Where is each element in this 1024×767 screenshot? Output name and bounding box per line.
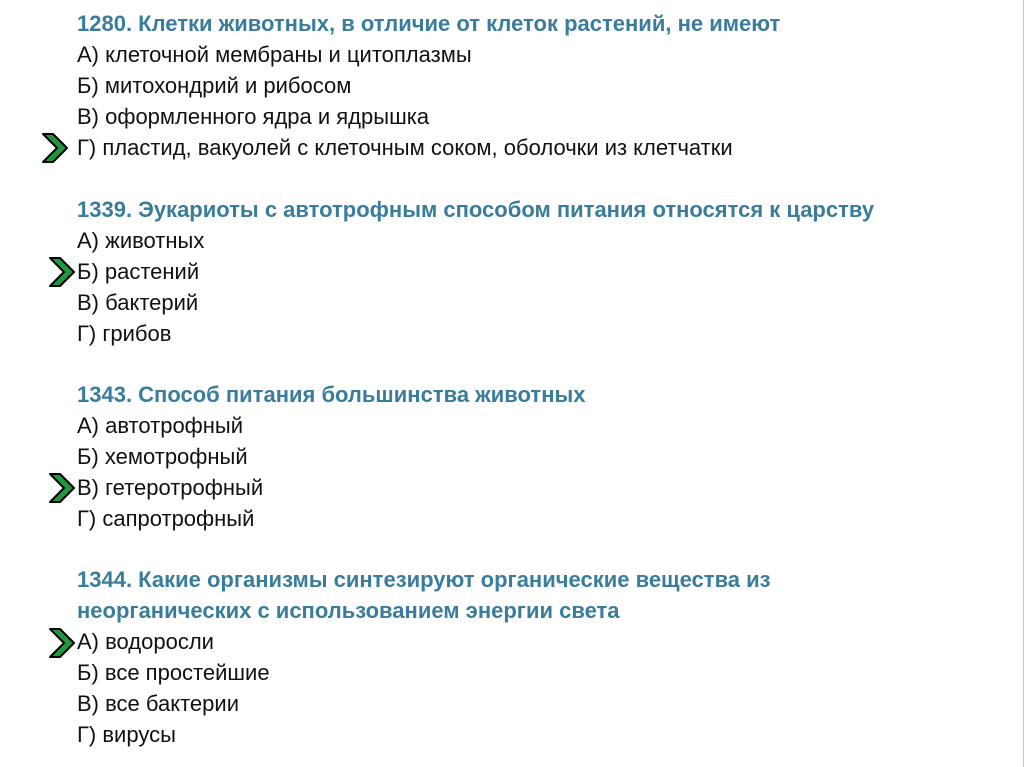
answer-option-a: А) животных <box>77 228 205 253</box>
chevron-right-icon <box>45 627 77 659</box>
answer-option-b: Б) митохондрий и рибосом <box>77 73 352 98</box>
answer-list <box>77 39 780 163</box>
answer-option-a: А) клеточной мембраны и цитоплазмы <box>77 42 472 67</box>
question-title: 1280. Клетки животных, в отличие от клеток растений, не имеют <box>77 11 781 36</box>
chevron-right-icon <box>38 132 70 164</box>
question-title: 1344. Какие организмы синтезируют органические вещества из неорганических с использованием энергии света <box>77 567 771 623</box>
answer-option-v: В) все бактерии <box>77 691 239 716</box>
question-1339 <box>77 194 874 349</box>
answer-option-v: В) гетеротрофный <box>77 475 264 500</box>
question-1343 <box>77 379 586 534</box>
answer-option-a: А) автотрофный <box>77 413 244 438</box>
answer-list <box>77 626 771 750</box>
question-1344 <box>77 564 771 750</box>
answer-option-g: Г) вирусы <box>77 722 176 747</box>
answer-option-g: Г) сапротрофный <box>77 506 255 531</box>
chevron-right-icon <box>45 256 77 288</box>
answer-option-b: Б) растений <box>77 259 200 284</box>
answer-option-g: Г) пластид, вакуолей с клеточным соком, оболочки из клетчатки <box>77 135 733 160</box>
answer-option-b: Б) все простейшие <box>77 660 270 685</box>
answer-list <box>77 225 874 349</box>
answer-option-b: Б) хемотрофный <box>77 444 248 469</box>
answer-option-v: В) бактерий <box>77 290 199 315</box>
chevron-right-icon <box>45 472 77 504</box>
question-title: 1339. Эукариоты с автотрофным способом питания относятся к царству <box>77 197 875 222</box>
answer-option-g: Г) грибов <box>77 321 172 346</box>
answer-list <box>77 410 586 534</box>
answer-option-v: В) оформленного ядра и ядрышка <box>77 104 430 129</box>
question-title: 1343. Способ питания большинства животных <box>77 382 586 407</box>
answer-option-a: А) водоросли <box>77 629 214 654</box>
question-1280 <box>77 8 780 163</box>
